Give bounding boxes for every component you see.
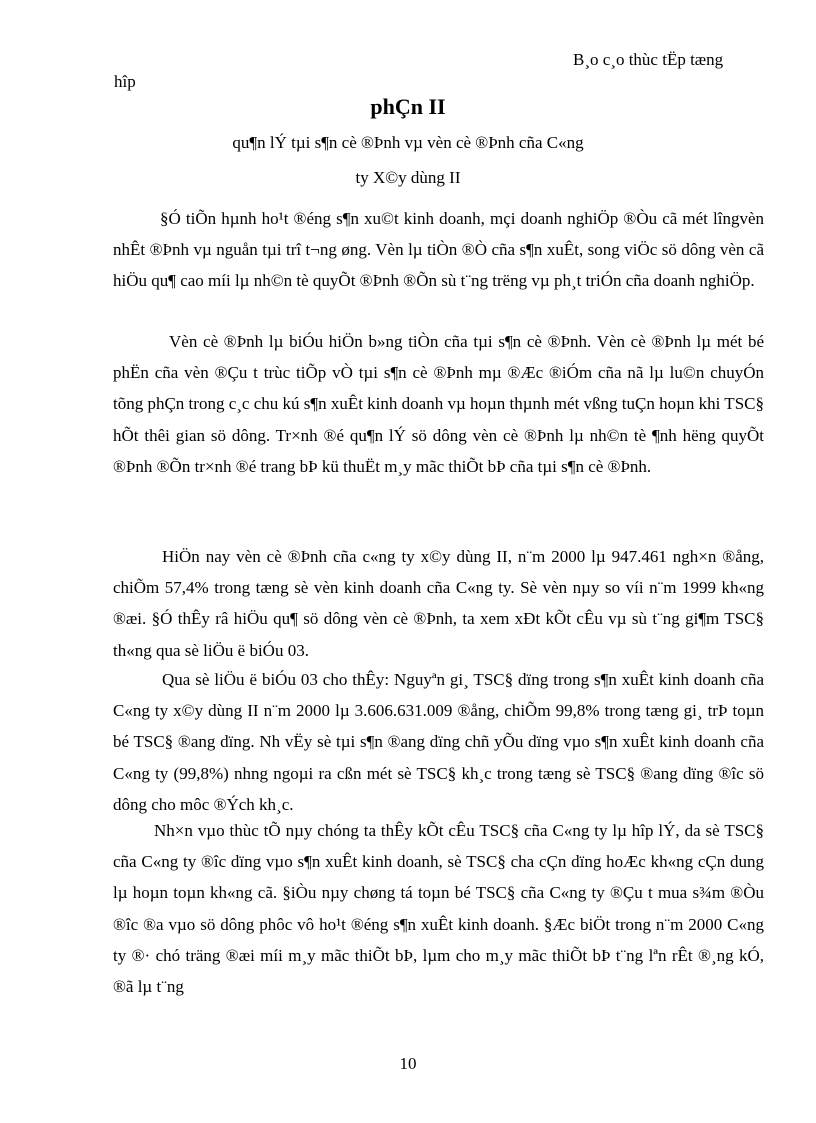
running-header-title: B¸o c¸o thùc tËp tæng [573, 50, 724, 69]
body-paragraph: HiÖn nay vèn cè ®Þnh cña c«ng ty x©y dùng II, n¨m 2000 lµ 947.461 ngh×n ®ång, chiÕm 57,4% trong tæng sè vèn kinh doanh cña C«ng ty. Sè vèn nµy so víi n¨m 1999 kh«ng ®æi. §Ó thÊy râ hiÖu qu¶ sö dông vèn cè ®Þnh, ta xem xÐt kÕt cÊu vµ sù t¨ng gi¶m TSC§ th«ng qua sè liÖu ë biÓu 03. [113, 547, 764, 660]
body-paragraph: Qua sè liÖu ë biÓu 03 cho thÊy: Nguyªn gi¸ TSC§ dïng trong s¶n xuÊt kinh doanh cña C«ng ty x©y dùng II n¨m 2000 lµ 3.606.631.009 ®ång, chiÕm 99,8% trong tæng gi¸ trÞ toµn bé TSC§ ®ang dïng. Nh vËy sè tµi s¶n ®ang dïng chñ yÕu dïng vµo s¶n xuÊt kinh doanh cña C«ng ty (99,8%) nhng ngoµi ra cßn mét sè TSC§ kh¸c trong tæng sè TSC§ ®ang dïng ®îc sö dông cho môc ®Ých kh¸c. [113, 670, 764, 814]
section-heading-line-1: qu¶n lÝ tµi s¶n cè ®Þnh vµ vèn cè ®Þnh cña C«ng [232, 133, 584, 152]
running-header-continuation: hîp [114, 72, 136, 91]
part-title: phÇn II [370, 94, 446, 119]
body-paragraph: §Ó tiÕn hµnh ho¹t ®éng s¶n xu©t kinh doanh, mçi doanh nghiÖp ®Òu cã mét lîngvèn nhÊt ®Þnh vµ nguån tµi trî t¬ng øng. Vèn lµ tiÒn ®Ò cña s¶n xuÊt, song viÖc sö dông vèn cã hiÖu qu¶ cao míi lµ nh©n tè quyÕt ®Þnh ®Õn sù t¨ng trëng vµ ph¸t triÓn cña doanh nghiÖp. [113, 209, 764, 291]
body-paragraph: Nh×n vµo thùc tÕ nµy chóng ta thÊy kÕt cÊu TSC§ cña C«ng ty lµ hîp lÝ, da sè TSC§ cña C«ng ty ®îc dïng vµo s¶n xuÊt kinh doanh, sè TSC§ cha cÇn dïng hoÆc kh«ng cÇn dung lµ hoµn toµn kh«ng cã. §iÒu nµy chøng tá toµn bé TSC§ cña C«ng ty ®Çu t mua s¾m ®Òu ®îc ®a vµo sö dông phôc vô ho¹t ®éng s¶n xuÊt kinh doanh. §Æc biÖt trong n¨m 2000 C«ng ty ®· chó träng ®æi míi m¸y mãc thiÕt bÞ, lµm cho m¸y mãc thiÕt bÞ t¨ng lªn rÊt ®¸ng kÓ, ®ã lµ t¨ng [113, 821, 764, 997]
page-number: 10 [399, 1054, 417, 1073]
section-heading-line-2: ty X©y dùng II [355, 168, 461, 187]
body-paragraph: Vèn cè ®Þnh lµ biÓu hiÖn b»ng tiÒn cña tµi s¶n cè ®Þnh. Vèn cè ®Þnh lµ mét bé phËn cña vèn ®Çu t trùc tiÕp vÒ tµi s¶n cè ®Þnh mµ ®Æc ®iÓm cña nã lµ lu©n chuyÓn tõng phÇn trong c¸c chu kú s¶n xuÊt kinh doanh vµ hoµn thµnh mét vßng tuÇn hoµn khi TSC§ hÕt thêi gian sö dông. Tr×nh ®é qu¶n lÝ sö dông vèn cè ®Þnh lµ nh©n tè ¶nh hëng quyÕt ®Þnh ®Õn tr×nh ®é trang bÞ kü thuËt m¸y mãc thiÕt bÞ cña tµi s¶n cè ®Þnh. [113, 332, 764, 476]
